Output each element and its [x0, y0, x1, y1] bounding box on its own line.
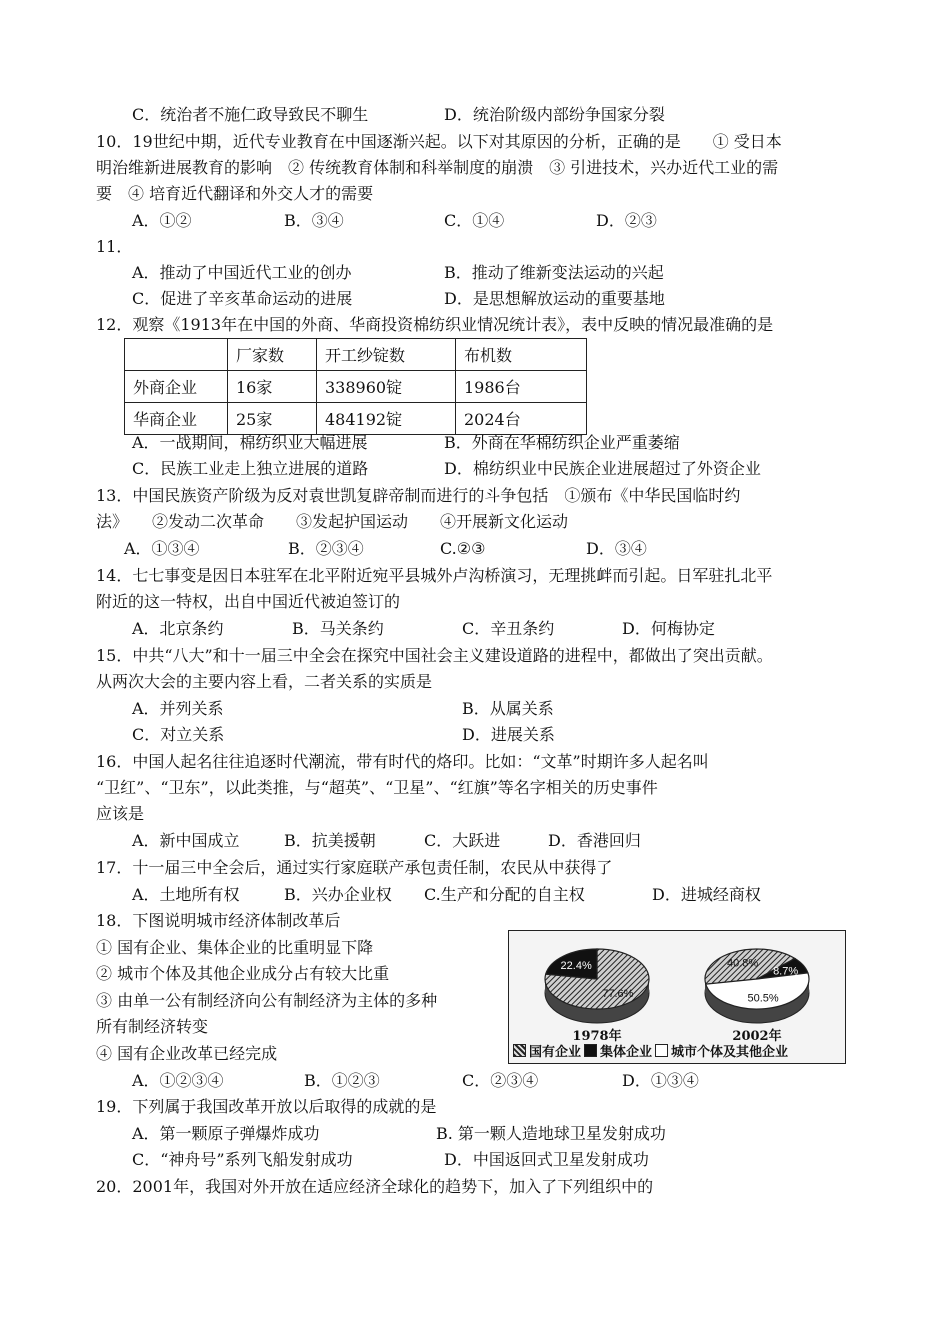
q14-option-c: C．辛丑条约 — [462, 619, 555, 638]
q18-statement-3a: ③ 由单一公有制经济向公有制经济为主体的多种 — [96, 991, 438, 1010]
q10-stem-line2: 明治维新进展教育的影响 ② 传统教育体制和科举制度的崩溃 ③ 引进技术，兴办近代工业的需 — [96, 158, 779, 177]
q16-option-d: D．香港回归 — [548, 831, 641, 850]
q11-option-d: D．是思想解放运动的重要基地 — [444, 289, 665, 308]
table-cell: 484192锭 — [317, 403, 456, 435]
table-cell: 2024台 — [456, 403, 587, 435]
q14-option-d: D．何梅协定 — [622, 619, 715, 638]
q19-stem: 19．下列属于我国改革开放以后取得的成就的是 — [96, 1097, 437, 1116]
table-header-cell: 布机数 — [456, 339, 587, 371]
pie-slice-label: 8.7% — [773, 965, 799, 978]
pie-slice-label: 40.8% — [726, 957, 759, 970]
table-header-row — [125, 339, 587, 371]
q18-stem: 18．下图说明城市经济体制改革后 — [96, 911, 341, 930]
q17-option-d: D．进城经商权 — [652, 885, 761, 904]
q10-option-d: D．②③ — [596, 211, 657, 230]
q10-option-c: C．①④ — [444, 211, 505, 230]
q12-option-a: A．一战期间，棉纺织业大幅进展 — [132, 433, 368, 452]
q14-stem-line1: 14．七七事变是因日本驻军在北平附近宛平县城外卢沟桥演习，无理挑衅而引起。日军驻扎北平 — [96, 566, 773, 585]
q16-stem-line3: 应该是 — [96, 804, 145, 823]
q10-stem-line3: 要 ④ 培育近代翻译和外交人才的需要 — [96, 184, 374, 203]
q18-pie-chart-figure — [508, 930, 846, 1064]
q10-stem-line1: 10．19世纪中期，近代专业教育在中国逐渐兴起。以下对其原因的分析，正确的是 ① 受日本 — [96, 132, 782, 151]
legend-label-collective: 集体企业 — [600, 1045, 653, 1060]
q15-option-b: B．从属关系 — [462, 699, 554, 718]
q14-option-a: A．北京条约 — [132, 619, 224, 638]
table-cell: 25家 — [228, 403, 317, 435]
q19-option-d: D．中国返回式卫星发射成功 — [444, 1150, 649, 1169]
q13-option-b: B．②③④ — [288, 539, 364, 558]
pie-year-label: 1978年 — [572, 1029, 622, 1044]
q11-option-a: A．推动了中国近代工业的创办 — [132, 263, 352, 282]
q12-option-c: C．民族工业走上独立进展的道路 — [132, 459, 369, 478]
table-header-cell: 厂家数 — [228, 339, 317, 371]
table-row — [125, 371, 587, 403]
q15-stem-line1: 15．中共“八大”和十一届三中全会在探究中国社会主义建设道路的进程中，都做出了突出贡献。 — [96, 646, 773, 665]
q15-option-d: D．进展关系 — [462, 725, 555, 744]
table-header-cell — [125, 339, 228, 371]
q17-option-c: C.生产和分配的自主权 — [424, 885, 585, 904]
q19-option-a: A．第一颗原子弹爆炸成功 — [132, 1124, 320, 1143]
q16-stem-line1: 16．中国人起名往往追逐时代潮流，带有时代的烙印。比如：“文革”时期许多人起名叫 — [96, 752, 709, 771]
q18-statement-2: ② 城市个体及其他企业成分占有较大比重 — [96, 964, 390, 983]
q16-stem-line2: “卫红”、“卫东”，以此类推，与“超英”、“卫星”、“红旗”等名字相关的历史事件 — [96, 778, 658, 797]
q13-option-d: D．③④ — [586, 539, 647, 558]
pie-slice-label: 77.6% — [602, 988, 634, 1001]
legend-swatch-private — [655, 1044, 668, 1057]
q11-option-b: B．推动了维新变法运动的兴起 — [444, 263, 664, 282]
table-cell: 16家 — [228, 371, 317, 403]
q18-statement-4: ④ 国有企业改革已经完成 — [96, 1044, 278, 1063]
legend-label-private: 城市个体及其他企业 — [671, 1045, 789, 1060]
q10-option-a: A．①② — [132, 211, 192, 230]
q12-stem: 12．观察《1913年在中国的外商、华商投资棉纺织业情况统计表》，表中反映的情况最准确的是 — [96, 315, 774, 334]
q10-option-b: B．③④ — [284, 211, 344, 230]
legend-swatch-collective — [584, 1044, 597, 1057]
pie-year-label: 2002年 — [732, 1029, 782, 1044]
q16-option-b: B．抗美援朝 — [284, 831, 376, 850]
q18-statement-3b: 所有制经济转变 — [96, 1017, 209, 1036]
table-cell: 338960锭 — [317, 371, 456, 403]
q13-stem-line2: 法》 ②发动二次革命 ③发起护国运动 ④开展新文化运动 — [96, 512, 569, 531]
q14-option-b: B．马关条约 — [292, 619, 384, 638]
q17-stem: 17．十一届三中全会后，通过实行家庭联产承包责任制，农民从中获得了 — [96, 858, 613, 877]
q11-option-c: C．促进了辛亥革命运动的进展 — [132, 289, 353, 308]
q13-stem-line1: 13．中国民族资产阶级为反对袁世凯复辟帝制而进行的斗争包括 ①颁布《中华民国临时约 — [96, 486, 741, 505]
q17-option-b: B．兴办企业权 — [284, 885, 392, 904]
q19-option-c: C．“神舟号”系列飞船发射成功 — [132, 1150, 353, 1169]
q20-stem: 20．2001年，我国对外开放在适应经济全球化的趋势下，加入了下列组织中的 — [96, 1177, 654, 1196]
q15-stem-line2: 从两次大会的主要内容上看，二者关系的实质是 — [96, 672, 433, 691]
table-cell: 华商企业 — [125, 403, 228, 435]
q16-option-a: A．新中国成立 — [132, 831, 240, 850]
pie-slice-label: 22.4% — [560, 959, 592, 972]
q16-option-c: C．大跃进 — [424, 831, 501, 850]
q12-option-d: D．棉纺织业中民族企业进展超过了外资企业 — [444, 459, 761, 478]
q15-option-c: C．对立关系 — [132, 725, 225, 744]
q19-option-b: B. 第一颗人造地球卫星发射成功 — [436, 1124, 666, 1143]
q9-option-c: C．统治者不施仁政导致民不聊生 — [132, 105, 369, 124]
q12-option-b: B．外商在华棉纺织企业严重萎缩 — [444, 433, 680, 452]
q18-option-a: A．①②③④ — [132, 1071, 224, 1090]
table-header-cell: 开工纱锭数 — [317, 339, 456, 371]
q15-option-a: A．并列关系 — [132, 699, 224, 718]
q18-option-c: C．②③④ — [462, 1071, 539, 1090]
legend-label-state: 国有企业 — [529, 1045, 582, 1060]
q13-option-a: A．①③④ — [124, 539, 200, 558]
q17-option-a: A．土地所有权 — [132, 885, 240, 904]
q14-stem-line2: 附近的这一特权，出自中国近代被迫签订的 — [96, 592, 401, 611]
q9-option-d: D．统治阶级内部纷争国家分裂 — [444, 105, 665, 124]
legend-swatch-state — [513, 1044, 526, 1057]
chart-legend — [513, 1041, 788, 1060]
q13-option-c: C.②③ — [440, 539, 486, 558]
q18-statement-1: ① 国有企业、集体企业的比重明显下降 — [96, 938, 374, 957]
table-row — [125, 403, 587, 435]
table-cell: 外商企业 — [125, 371, 228, 403]
q18-option-b: B．①②③ — [304, 1071, 380, 1090]
q12-statistics-table — [124, 338, 587, 435]
table-cell: 1986台 — [456, 371, 587, 403]
q18-option-d: D．①③④ — [622, 1071, 699, 1090]
q11-stem: 11． — [96, 237, 133, 256]
pie-slice-label: 50.5% — [747, 992, 779, 1005]
